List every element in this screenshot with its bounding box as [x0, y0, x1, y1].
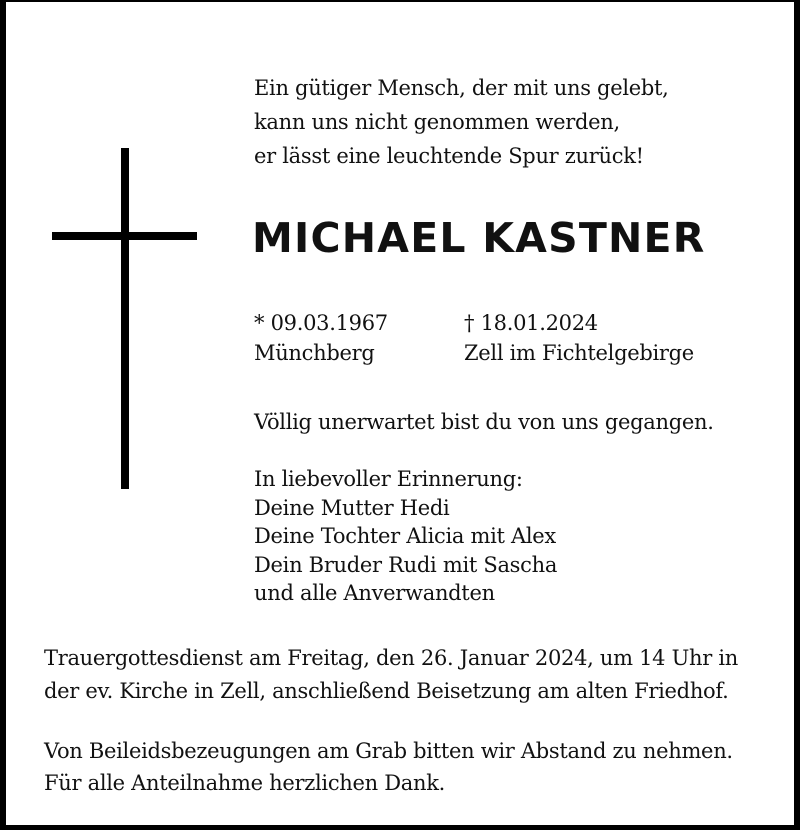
birth-info: [254, 308, 388, 368]
service-line: der ev. Kirche in Zell, anschließend Beisetzung am alten Friedhof.: [44, 679, 729, 703]
cross-vertical-bar: [121, 148, 129, 489]
motto-line: er lässt eine leuchtende Spur zurück!: [254, 144, 644, 168]
death-info: [464, 308, 694, 368]
statement-text: Völlig unerwartet bist du von uns gegangen.: [254, 410, 714, 434]
signers-block: [254, 465, 557, 608]
service-info: [44, 642, 738, 708]
closing-line: Für alle Anteilnahme herzlichen Dank.: [44, 771, 446, 795]
cross-horizontal-bar: [52, 232, 197, 240]
signer-name: Deine Mutter Hedi: [254, 495, 450, 520]
death-place: Zell im Fichtelgebirge: [464, 341, 694, 365]
closing-line: Von Beileidsbezeugungen am Grab bitten wir Abstand zu nehmen.: [44, 739, 733, 763]
deceased-name: MICHAEL KASTNER: [252, 214, 706, 262]
service-line: Trauergottesdienst am Freitag, den 26. Januar 2024, um 14 Uhr in: [44, 646, 738, 670]
signer-name: und alle Anverwandten: [254, 581, 495, 605]
birth-place: Münchberg: [254, 341, 375, 365]
motto-verse: [254, 71, 669, 173]
closing-remarks: [44, 735, 733, 799]
death-date: † 18.01.2024: [464, 311, 598, 335]
signer-name: Deine Tochter Alicia mit Alex: [254, 524, 556, 548]
motto-line: Ein gütiger Mensch, der mit uns gelebt,: [254, 76, 669, 100]
motto-line: kann uns nicht genommen werden,: [254, 110, 620, 134]
signer-name: Dein Bruder Rudi mit Sascha: [254, 552, 558, 577]
birth-date: * 09.03.1967: [254, 311, 388, 335]
signers-intro: In liebevoller Erinnerung:: [254, 467, 523, 491]
